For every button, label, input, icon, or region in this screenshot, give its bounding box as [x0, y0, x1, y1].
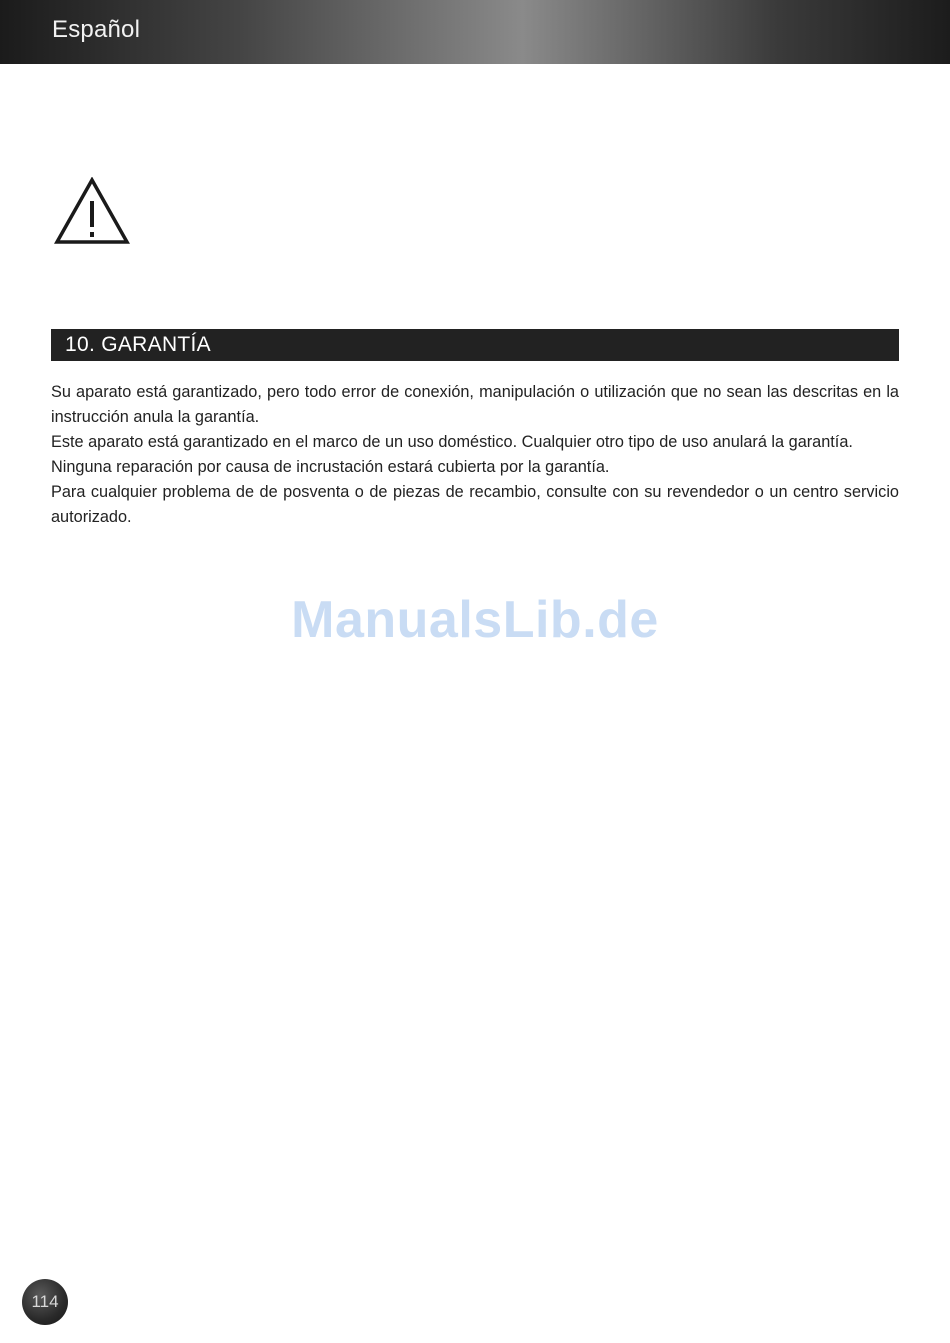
warning-triangle-icon	[54, 177, 130, 245]
paragraph: Su aparato está garantizado, pero todo error de conexión, manipulación o utilización que no sean las descritas en la instrucción anula la garantía.	[51, 383, 899, 426]
section-title: 10. GARANTÍA	[65, 333, 211, 356]
paragraph: Este aparato está garantizado en el marco de un uso doméstico. Cualquier otro tipo de uso anulará la garantía.	[51, 433, 853, 451]
paragraph: Para cualquier problema de de posventa o de piezas de recambio, consulte con su revendedor o un centro servicio autorizado.	[51, 483, 899, 526]
warranty-text	[51, 380, 899, 530]
watermark: ManualsLib.de	[291, 591, 659, 649]
paragraph: Ninguna reparación por causa de incrustación estará cubierta por la garantía.	[51, 458, 610, 476]
page-header	[0, 0, 950, 64]
section-heading-bar	[51, 329, 899, 361]
language-label: Español	[52, 16, 141, 43]
page-number-badge: 114	[22, 1279, 68, 1325]
